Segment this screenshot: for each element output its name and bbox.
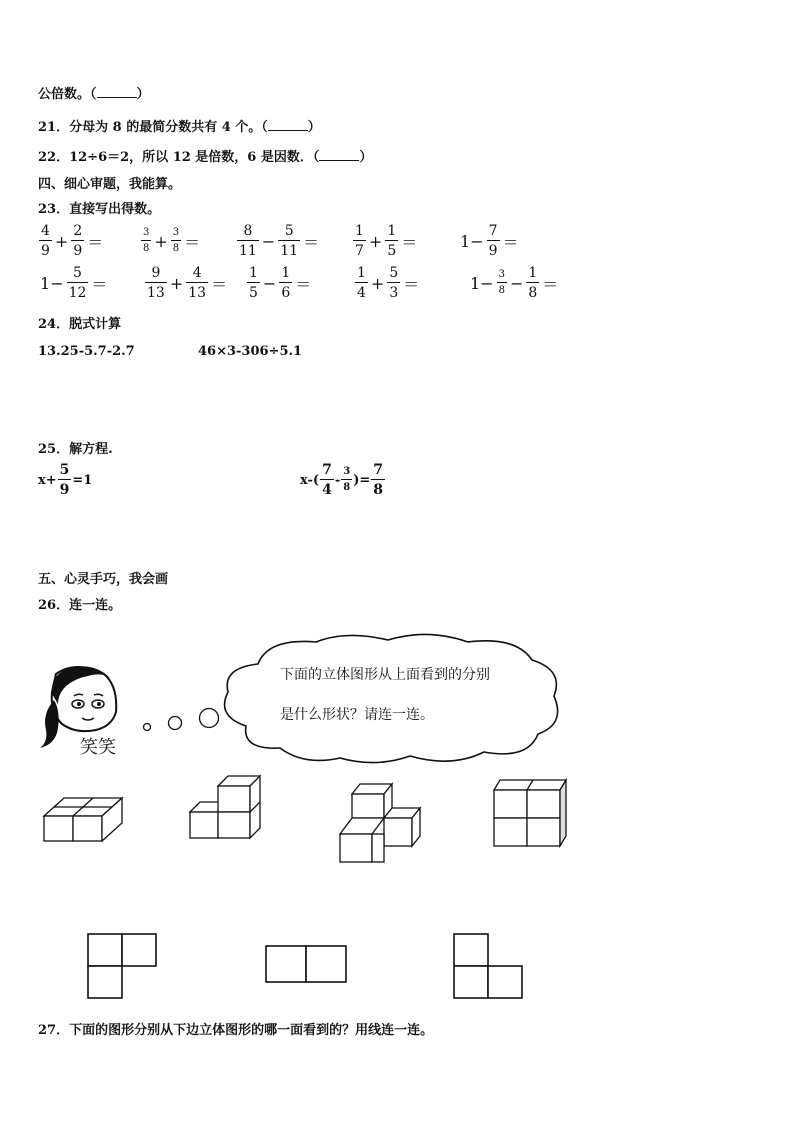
q22-close: ） — [359, 150, 373, 165]
calc-2-4: $\frac{1}{4}$ + $\frac{5}{3}$ ＝ — [357, 265, 420, 301]
calc-1-4: $\frac{1}{7}$ + $\frac{1}{5}$ ＝ — [355, 223, 418, 259]
calc-2-3: $\frac{1}{5}$ − $\frac{1}{6}$ ＝ — [249, 265, 312, 301]
q25-equation-1: x+ $\frac{5}{9}$ =1 — [38, 462, 93, 498]
fraction: $\frac{1}{7}$ — [355, 223, 364, 259]
fraction: $\frac{7}{4}$ — [322, 462, 332, 498]
solid-figure-3 — [336, 778, 426, 866]
calc-1-1: $\frac{4}{9}$ + $\frac{2}{9}$ ＝ — [41, 223, 104, 259]
fraction: $\frac{3}{8}$ — [143, 227, 150, 254]
calc-2-5: 1− $\frac{3}{8}$ − $\frac{1}{8}$ ＝ — [470, 265, 559, 301]
fraction: $\frac{4}{13}$ — [188, 265, 207, 301]
top-view-step-shape — [452, 932, 526, 1000]
q20-close: ） — [136, 87, 150, 102]
q24-expression-1: 13.25-5.7-2.7 — [38, 344, 135, 359]
fraction: $\frac{1}{5}$ — [387, 223, 397, 259]
fraction: $\frac{5}{11}$ — [280, 223, 299, 259]
fraction: $\frac{2}{9}$ — [73, 223, 83, 259]
fraction: $\frac{1}{8}$ — [528, 265, 538, 301]
question-21 — [38, 116, 321, 135]
fraction: $\frac{4}{9}$ — [41, 223, 50, 259]
q21-close: ） — [307, 120, 321, 135]
fraction: $\frac{1}{5}$ — [249, 265, 258, 301]
section-4-heading: 四、细心审题，我能算。 — [38, 177, 182, 192]
calc-2-2: $\frac{9}{13}$ + $\frac{4}{13}$ ＝ — [147, 265, 228, 301]
q25-equation-2: x-( $\frac{7}{4}$ - $\frac{3}{8}$ )= $\frac{7}{8}$ — [300, 462, 383, 498]
answer-blank[interactable] — [319, 148, 359, 161]
question-22 — [38, 146, 372, 165]
question-23-title: 23．直接写出得数。 — [38, 202, 161, 217]
fraction: $\frac{3}{8}$ — [172, 227, 180, 254]
fraction: $\frac{5}{12}$ — [68, 265, 87, 301]
speech-line-1: 下面的立体图形从上面看到的分别 — [280, 667, 490, 683]
calc-1-2: $\frac{3}{8}$ + $\frac{3}{8}$ ＝ — [143, 227, 201, 254]
question-27-title: 27．下面的图形分别从下边立体图形的哪一面看到的？用线连一连。 — [38, 1023, 434, 1038]
fraction: $\frac{3}{8}$ — [343, 466, 351, 493]
fraction: $\frac{1}{4}$ — [357, 265, 366, 301]
fraction: $\frac{1}{6}$ — [281, 265, 291, 301]
question-26-title: 26．连一连。 — [38, 598, 122, 613]
fraction: $\frac{3}{8}$ — [498, 269, 505, 296]
fraction: $\frac{7}{8}$ — [373, 462, 383, 498]
speech-line-2: 是什么形状？请连一连。 — [280, 707, 434, 723]
calc-1-5: 1− $\frac{7}{9}$ ＝ — [460, 223, 519, 259]
solid-figure-2 — [186, 766, 266, 844]
answer-blank[interactable] — [268, 118, 308, 131]
solid-figure-4 — [490, 776, 570, 850]
fraction: $\frac{5}{9}$ — [59, 462, 70, 498]
fraction: $\frac{8}{11}$ — [239, 223, 257, 259]
fraction: $\frac{7}{9}$ — [488, 223, 498, 259]
q24-expression-2: 46×3-306÷5.1 — [198, 344, 303, 359]
girl-name-label: 笑笑 — [80, 737, 116, 758]
q22-text: 22．12÷6＝2，所以 12 是倍数，6 是因数．（ — [38, 150, 320, 165]
q21-text: 21．分母为 8 的最简分数共有 4 个。（ — [38, 120, 268, 135]
question-24-title: 24．脱式计算 — [38, 317, 122, 332]
fraction: $\frac{9}{13}$ — [147, 265, 165, 301]
question-25-title: 25．解方程. — [38, 442, 113, 457]
q20-text: 公倍数。（ — [38, 87, 97, 102]
calc-2-1: 1− $\frac{5}{12}$ ＝ — [40, 265, 108, 301]
top-view-two-squares — [264, 944, 348, 984]
q20-tail — [38, 83, 150, 102]
section-5-heading: 五、心灵手巧，我会画 — [38, 572, 169, 587]
top-view-l-shape — [86, 932, 158, 1000]
solid-figure-1 — [40, 784, 126, 844]
calc-1-3: $\frac{8}{11}$ − $\frac{5}{11}$ ＝ — [239, 223, 320, 259]
fraction: $\frac{5}{3}$ — [389, 265, 399, 301]
answer-blank[interactable] — [97, 85, 137, 98]
speech-cloud — [216, 630, 566, 766]
thought-bubble-dots — [138, 700, 224, 734]
